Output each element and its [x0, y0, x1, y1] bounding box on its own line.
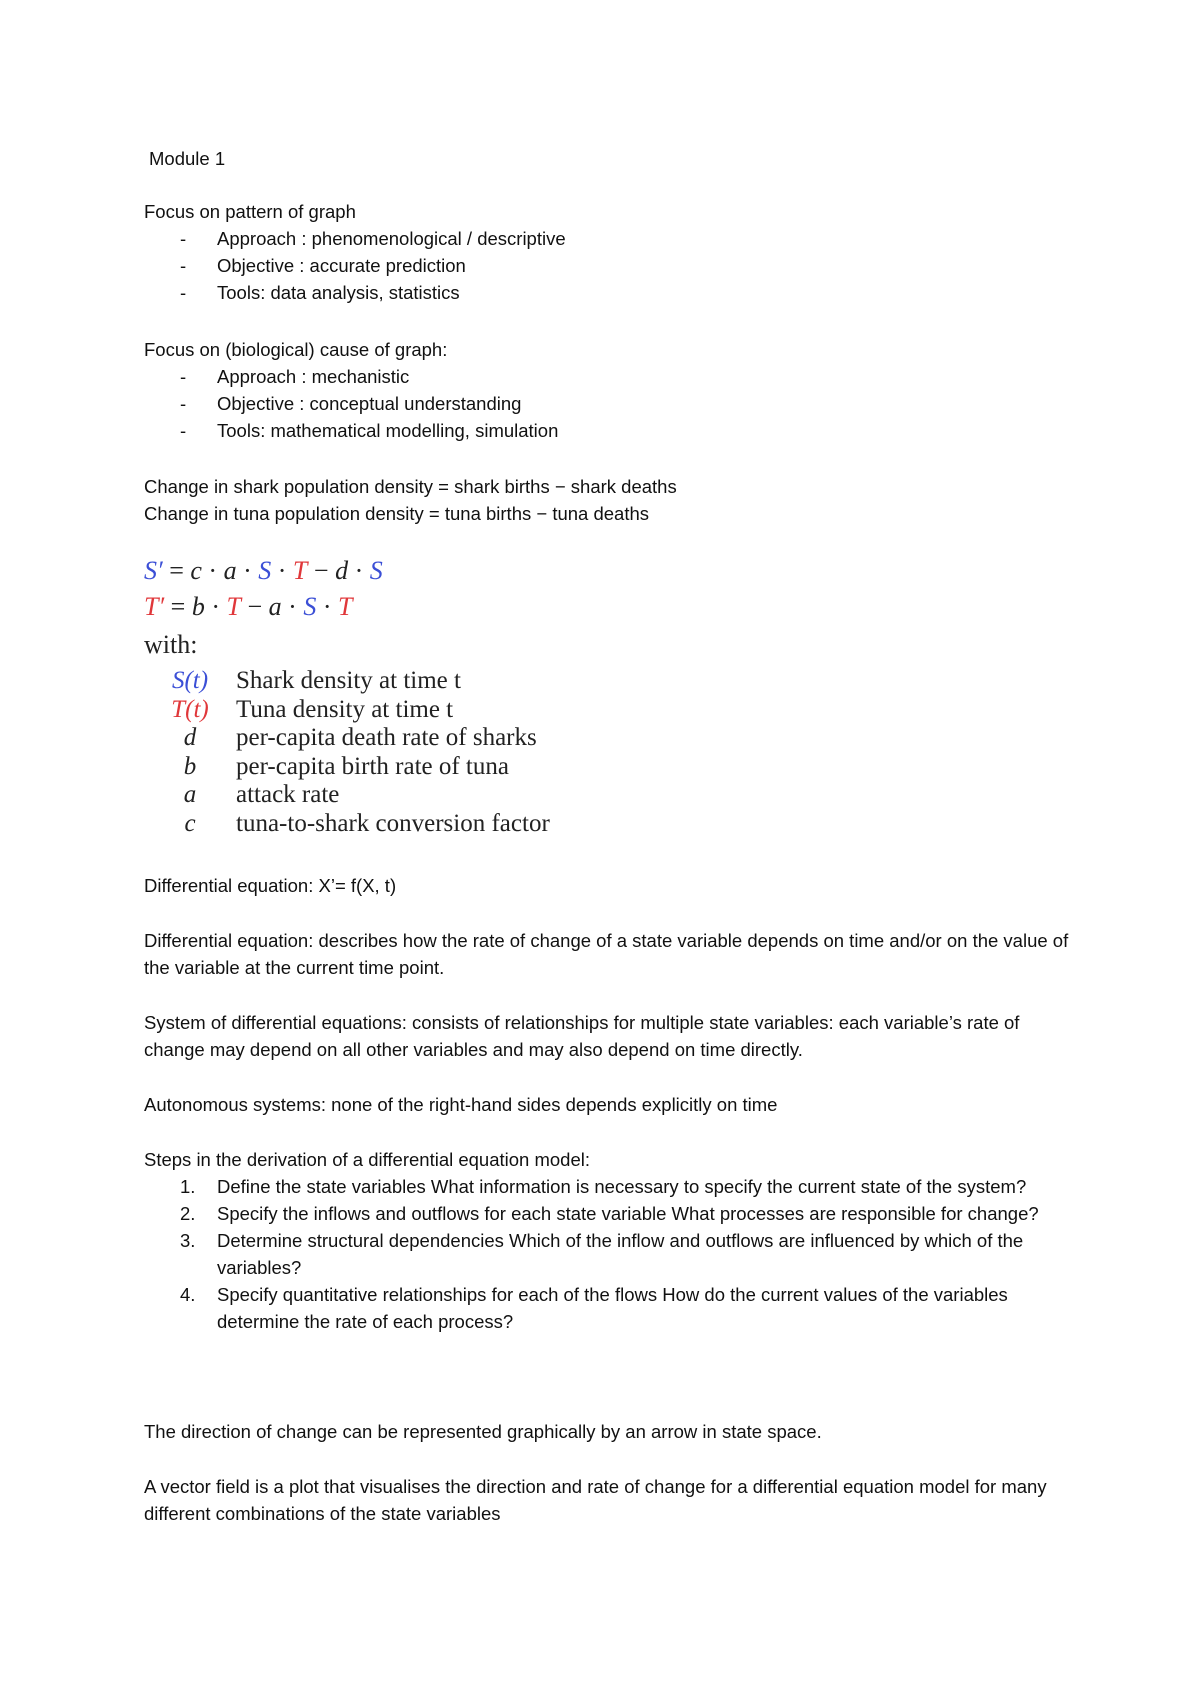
with-label: with: [144, 630, 198, 659]
list-item: - Approach : phenomenological / descriptive [180, 228, 566, 249]
diff-eq-text: Differential equation: X’= f(X, t) [144, 875, 397, 896]
step-number: 1. [180, 1176, 196, 1197]
tuna-change-text: Change in tuna population density = tuna births − tuna deaths [144, 503, 650, 524]
diff-eq-line [144, 872, 1074, 899]
definition-text: Shark density at time t [236, 667, 461, 694]
step-text: Define the state variables What information is necessary to specify the current state of the system? [217, 1176, 1027, 1197]
diff-eq-definition [144, 927, 1074, 981]
definition-symbol: S(t) [171, 667, 209, 694]
vector-field-paragraph [144, 1473, 1074, 1527]
steps-section [144, 1146, 1074, 1335]
list-item-text: Objective : accurate prediction [217, 255, 466, 276]
direction-text: The direction of change can be represented graphically by an arrow in state space. [144, 1421, 822, 1442]
list-item-text: Approach : mechanistic [217, 366, 410, 387]
cause-list [144, 363, 1074, 444]
definition-symbol: T(t) [171, 695, 209, 723]
step-text: Specify quantitative relationships for each of the flows How do the current values of the variables determine the rate of each process? [217, 1284, 1008, 1332]
step-text: Determine structural dependencies Which of the inflow and outflows are influenced by which of the variables? [217, 1230, 1024, 1278]
steps-heading: Steps in the derivation of a differential equation model: [144, 1149, 591, 1170]
tuna-equation: T′ = b · T − a · S · T [144, 592, 353, 621]
list-item: - Objective : conceptual understanding [180, 393, 522, 414]
list-item-text: Tools: data analysis, statistics [217, 282, 460, 303]
step-text: Specify the inflows and outflows for each state variable What processes are responsible for change? [217, 1203, 1039, 1224]
list-item: - Tools: mathematical modelling, simulation [180, 420, 559, 441]
list-item-text: Approach : phenomenological / descriptive [217, 228, 566, 249]
list-item: - Tools: data analysis, statistics [180, 282, 460, 303]
shark-change-text: Change in shark population density = shark births − shark deaths [144, 476, 677, 497]
variable-definitions [144, 667, 550, 838]
pattern-heading: Focus on pattern of graph [144, 201, 356, 222]
autonomous-definition [144, 1091, 1074, 1118]
change-section [144, 473, 1074, 527]
diff-eq-def-text: Differential equation: describes how the rate of change of a state variable depends on time and/or on the value of the variable at the current time point. [144, 930, 1069, 978]
step-number: 2. [180, 1203, 196, 1224]
definition-row [144, 667, 550, 696]
definition-text: per-capita death rate of sharks [236, 724, 537, 751]
steps-list [144, 1173, 1074, 1335]
definition-symbol: b [183, 752, 197, 780]
definition-text: tuna-to-shark conversion factor [236, 809, 550, 837]
cause-heading: Focus on (biological) cause of graph: [144, 339, 448, 360]
pattern-section [144, 198, 1074, 306]
step-number: 4. [180, 1284, 196, 1305]
direction-paragraph [144, 1418, 1074, 1445]
vector-field-text: A vector field is a plot that visualises the direction and rate of change for a differential equation model for many different combinations of the state variables [144, 1476, 1047, 1524]
autonomous-def-text: Autonomous systems: none of the right-hand sides depends explicitly on time [144, 1094, 778, 1115]
definition-symbol: a [183, 781, 197, 808]
definition-text: per-capita birth rate of tuna [236, 752, 509, 780]
list-item: - Objective : accurate prediction [180, 255, 466, 276]
definition-symbol: d [183, 724, 197, 751]
definition-row [144, 724, 550, 753]
system-definition [144, 1009, 1074, 1063]
module-title: Module 1 [149, 148, 226, 169]
list-item [144, 1281, 1074, 1335]
definition-row [144, 781, 550, 810]
list-item: - Approach : mechanistic [180, 366, 410, 387]
definition-text: attack rate [236, 781, 340, 808]
cause-section [144, 336, 1074, 444]
system-def-text: System of differential equations: consists of relationships for multiple state variables: each variable’s rate of change may depend on all other variables and may also depend on time directly. [144, 1012, 1020, 1060]
definition-row [144, 810, 550, 839]
shark-equation: S′ = c · a · S · T − d · S [144, 556, 383, 585]
pattern-list [144, 225, 1074, 306]
list-item [144, 1173, 1074, 1200]
list-item-text: Tools: mathematical modelling, simulation [217, 420, 559, 441]
definition-row [144, 696, 550, 725]
list-item-text: Objective : conceptual understanding [217, 393, 522, 414]
model-equations [144, 553, 550, 838]
definition-symbol: c [184, 809, 196, 837]
list-item [144, 1227, 1074, 1281]
definition-text: Tuna density at time t [236, 695, 454, 723]
definition-row [144, 753, 550, 782]
list-item [144, 1200, 1074, 1227]
step-number: 3. [180, 1230, 196, 1251]
